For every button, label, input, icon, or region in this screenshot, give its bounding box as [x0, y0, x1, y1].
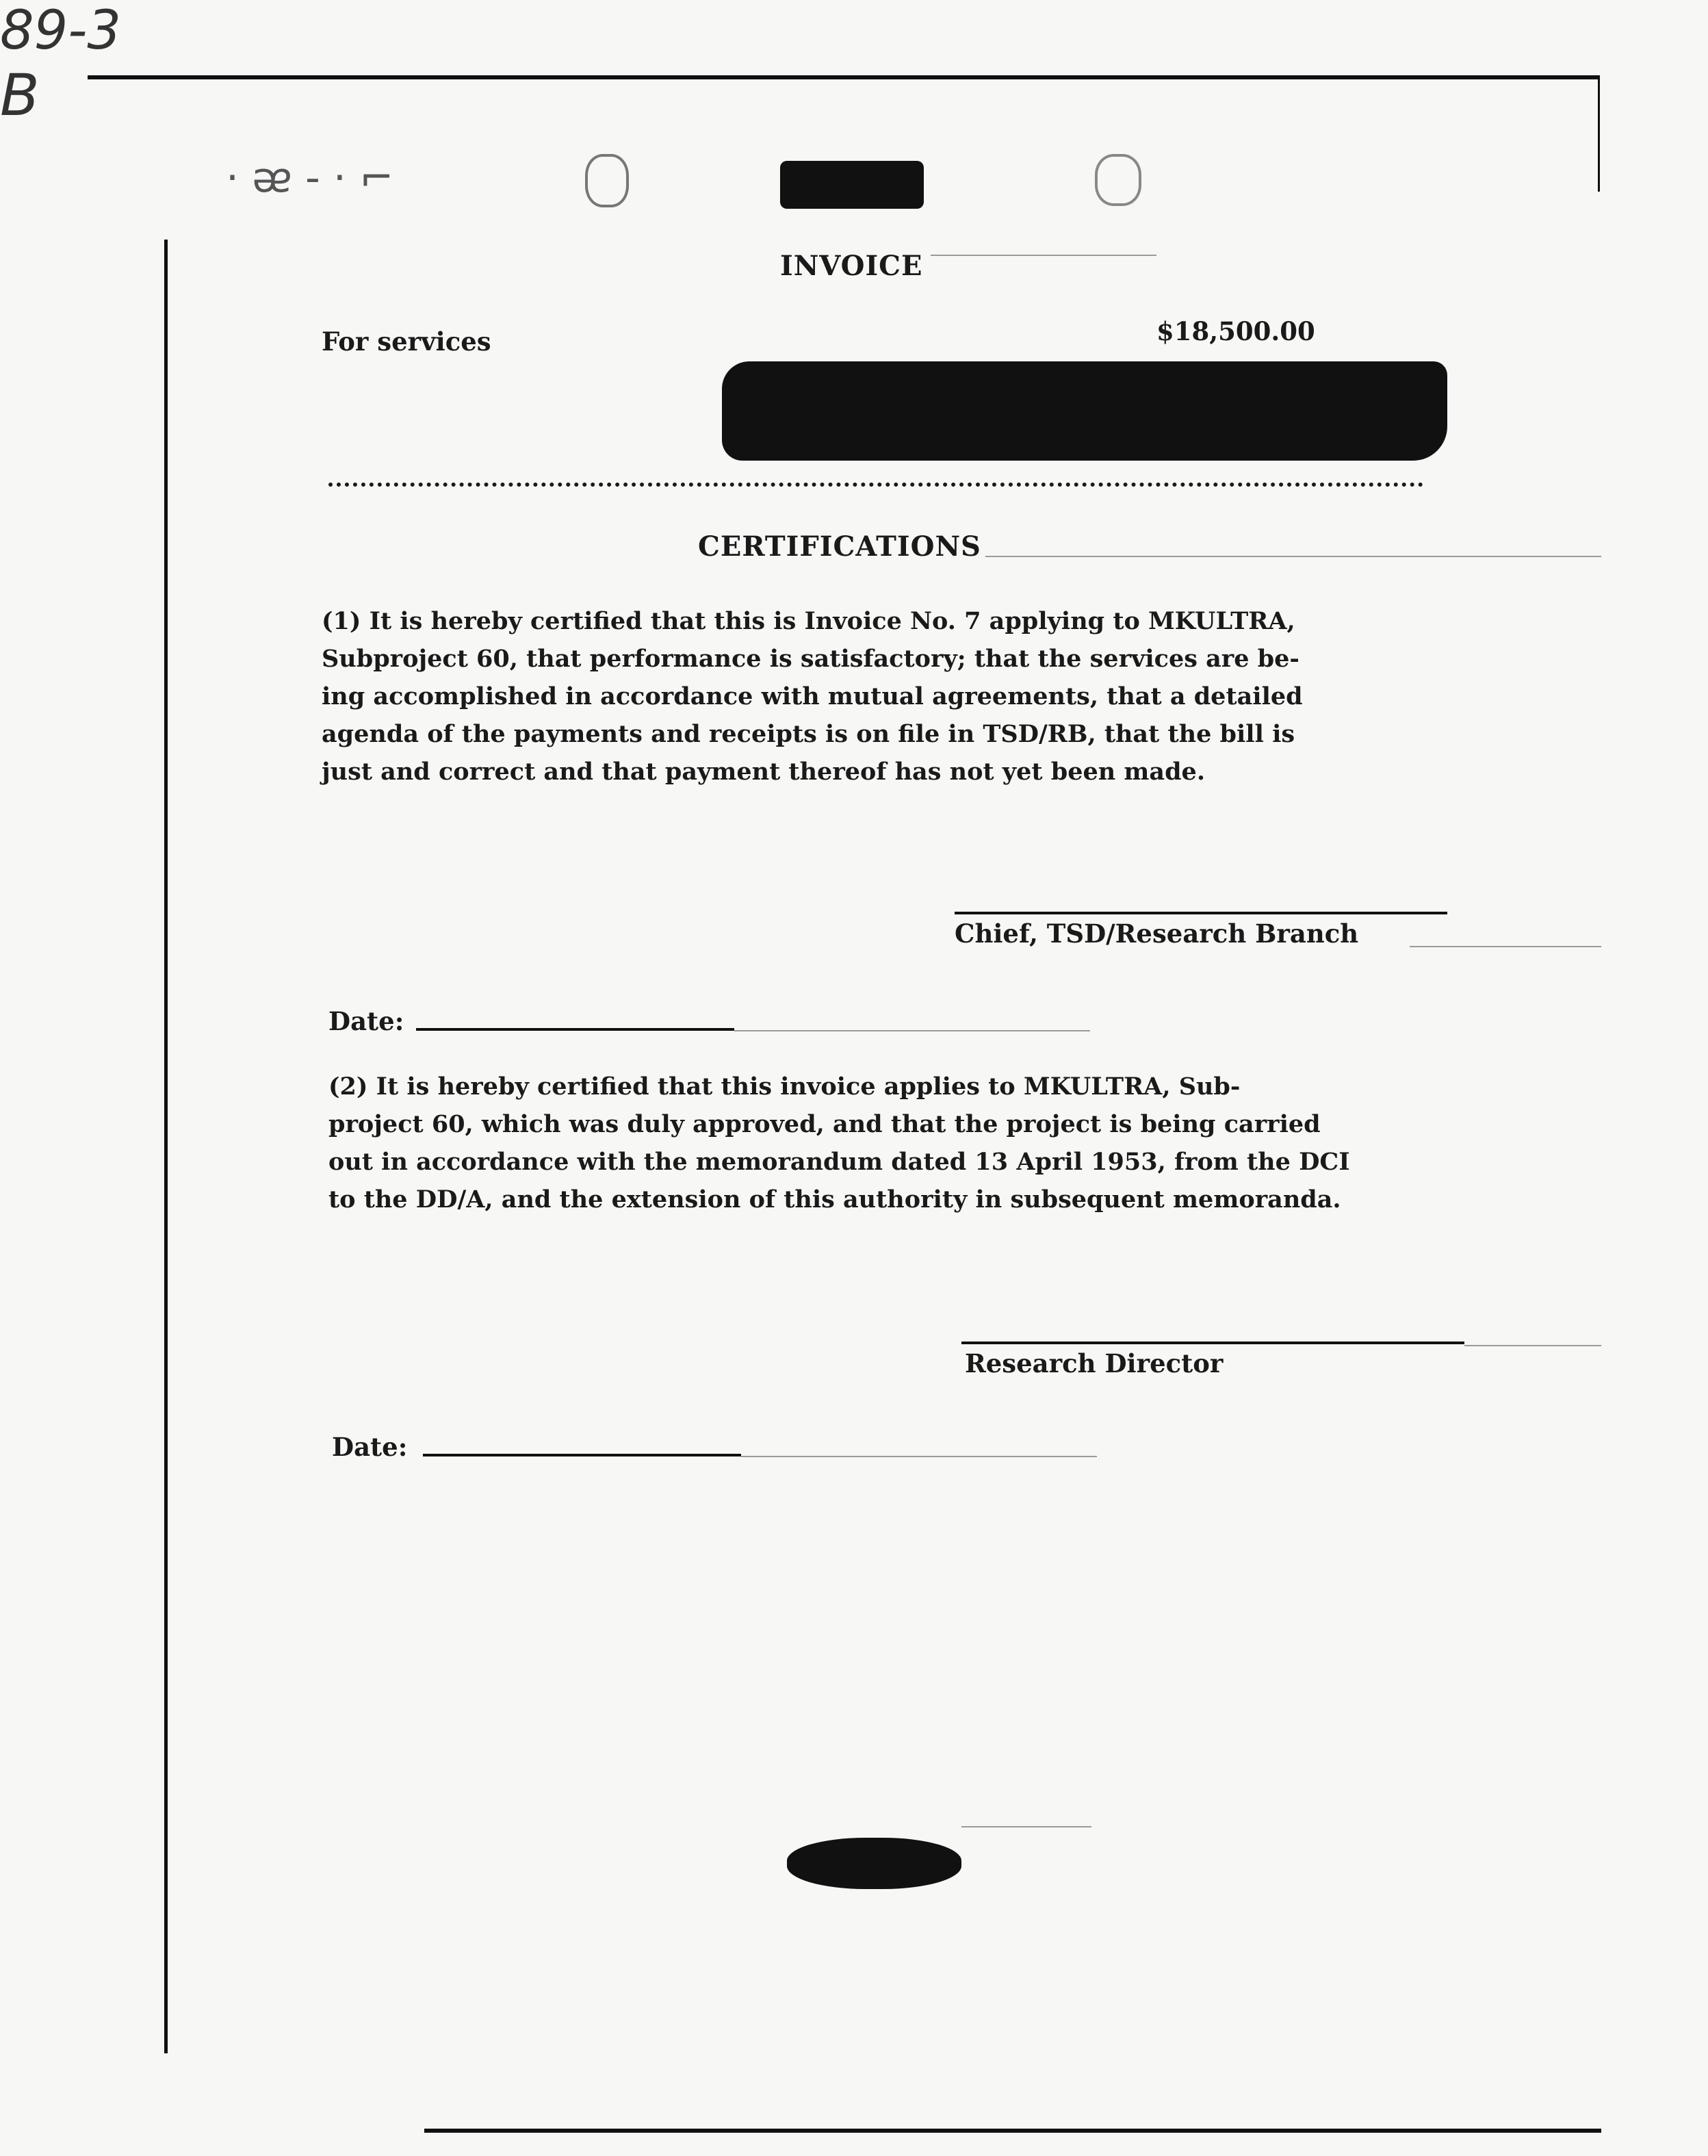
paragraph-2-line: (2) It is hereby certified that this invoice applies to MKULTRA, Sub-: [328, 1073, 1241, 1101]
paragraph-1-line: agenda of the payments and receipts is on file in TSD/RB, that the bill is: [322, 720, 1295, 748]
date-1-faint-rule: [734, 1030, 1090, 1031]
services-label: For services: [322, 326, 491, 357]
certification-paragraph-2: [328, 1068, 1350, 1218]
top-left-stamp-marks: · ᴂ - · ⌐: [226, 154, 394, 202]
stamp-circle-mark-right: [1095, 154, 1141, 206]
separator-dotted-line: [328, 483, 1423, 487]
top-redaction: [780, 161, 924, 209]
signature-2-title: Research Director: [965, 1348, 1224, 1378]
invoice-title-rule: [931, 255, 1156, 256]
signature-2-line: [961, 1342, 1464, 1344]
stamp-circle-mark: [585, 154, 629, 207]
handwritten-reference: 89-3: [0, 0, 122, 62]
date-1-line: [416, 1028, 734, 1031]
signature-1-title: Chief, TSD/Research Branch: [955, 919, 1359, 949]
paragraph-1-line: Subproject 60, that performance is satisfactory; that the services are be-: [322, 645, 1299, 673]
right-edge-line: [1598, 75, 1600, 192]
handwritten-letter: B: [0, 62, 40, 129]
date-2-label: Date:: [332, 1432, 408, 1462]
left-margin-line: [164, 240, 168, 2053]
bottom-border-line: [424, 2129, 1601, 2133]
paragraph-2-line: project 60, which was duly approved, and that the project is being carried: [328, 1110, 1321, 1138]
paragraph-2-line: out in accordance with the memorandum dated 13 April 1953, from the DCI: [328, 1148, 1350, 1176]
paragraph-2-line: to the DD/A, and the extension of this authority in subsequent memoranda.: [328, 1185, 1341, 1214]
certification-paragraph-1: [322, 602, 1303, 791]
invoice-title: INVOICE: [780, 250, 923, 282]
signature-2-faint-rule: [1464, 1345, 1601, 1346]
paragraph-1-line: just and correct and that payment thereof has not yet been made.: [322, 758, 1206, 786]
top-border-line: [88, 75, 1600, 79]
paragraph-1-line: ing accomplished in accordance with mutual agreements, that a detailed: [322, 682, 1303, 710]
certifications-heading-rule: [985, 556, 1601, 557]
invoice-amount: $18,500.00: [1156, 316, 1315, 346]
paragraph-1-line: (1) It is hereby certified that this is Invoice No. 7 applying to MKULTRA,: [322, 607, 1295, 635]
bottom-redaction: [787, 1838, 961, 1889]
signature-1-line: [955, 912, 1447, 914]
date-2-faint-rule: [741, 1456, 1097, 1457]
date-1-label: Date:: [328, 1006, 404, 1036]
signature-1-faint-rule: [1410, 946, 1601, 947]
bottom-redaction-frame: [961, 1826, 1091, 1827]
date-2-line: [423, 1454, 741, 1456]
certifications-heading: CERTIFICATIONS: [698, 530, 981, 563]
services-redaction: [722, 361, 1447, 461]
